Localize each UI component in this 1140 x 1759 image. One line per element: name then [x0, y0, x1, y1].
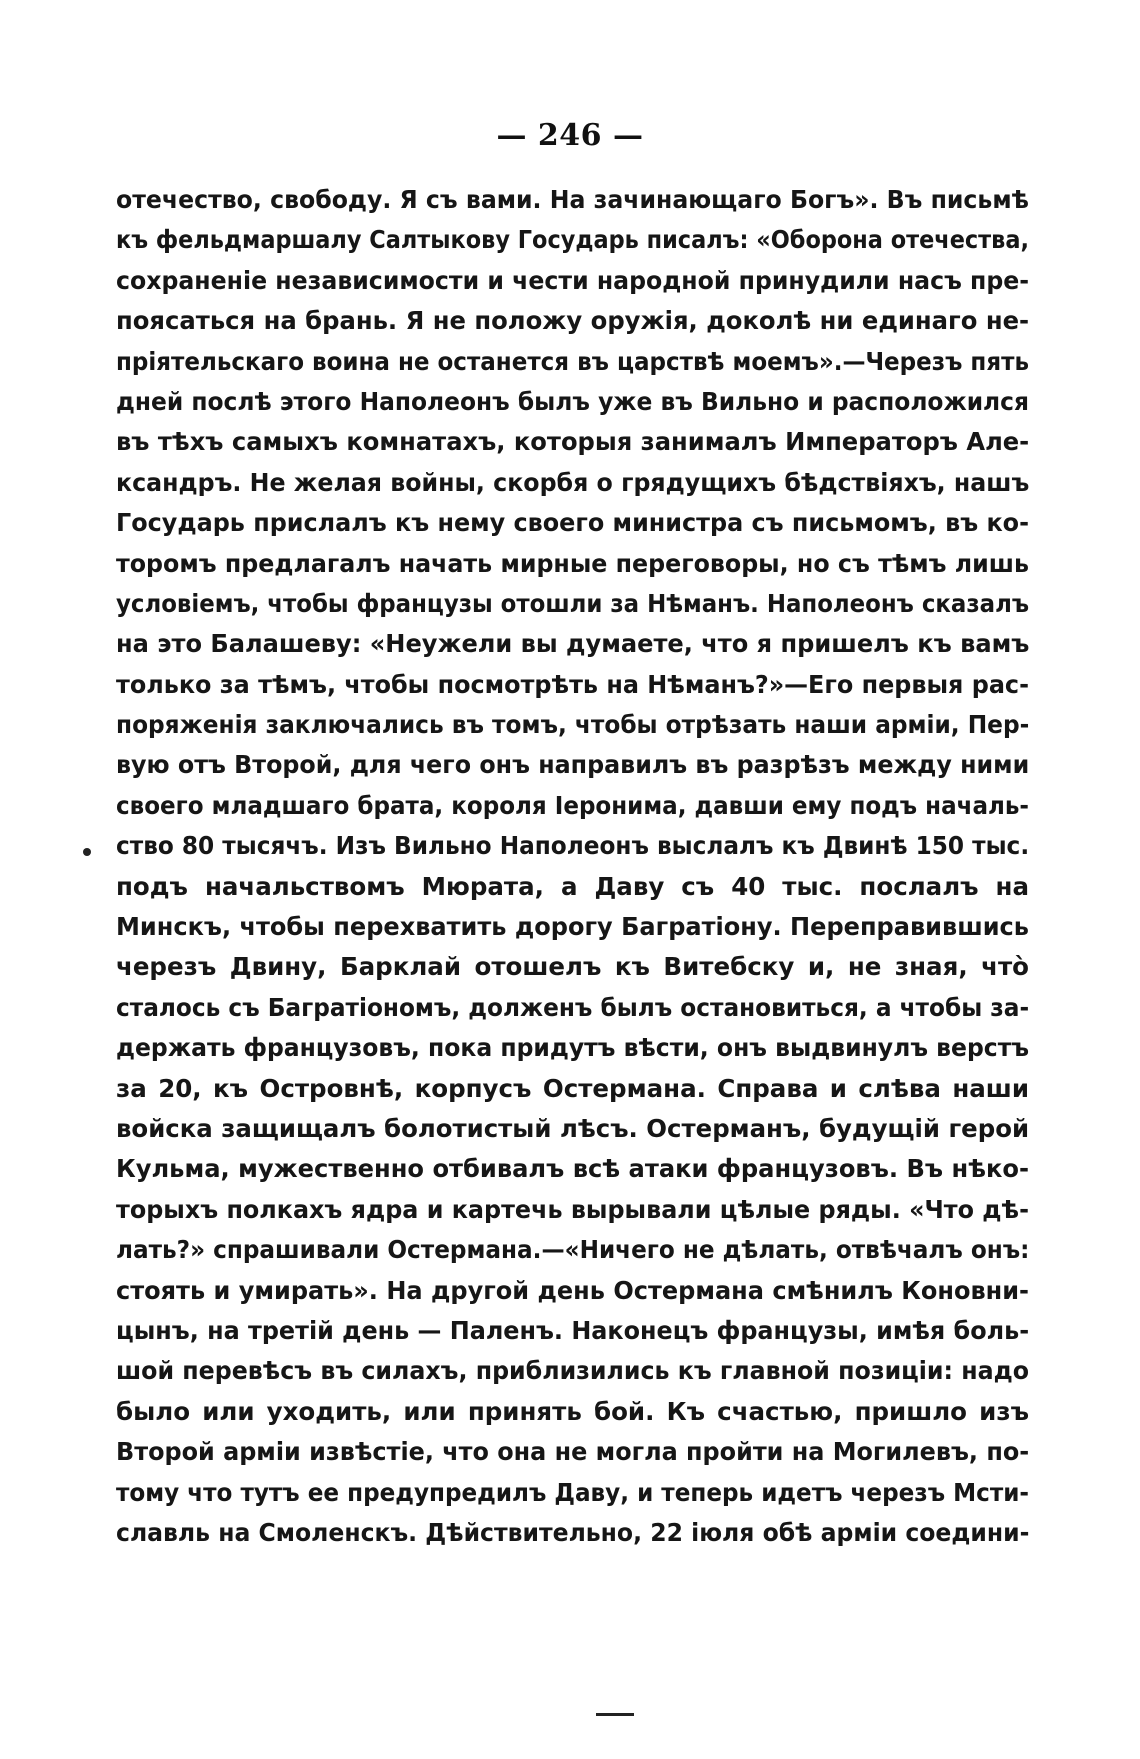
text-line: условіемъ, чтобы французы отошли за Нѣманъ. Наполеонъ сказалъ — [116, 588, 1030, 618]
text-line: пріятельскаго воина не останется въ царствѣ моемъ».—Черезъ пять — [116, 346, 1029, 376]
text-line: Минскъ, чтобы перехватить дорогу Багратіону. Переправившись — [116, 912, 1029, 942]
text-line: было или уходить, или принять бой. Къ счастью, пришло изъ — [116, 1396, 1029, 1426]
text-line: торыхъ полкахъ ядра и картечь вырывали цѣлые ряды. «Что дѣ- — [116, 1194, 1029, 1224]
text-line: въ тѣхъ самыхъ комнатахъ, которыя занималъ Императоръ Але- — [116, 427, 1030, 457]
text-line: къ фельдмаршалу Салтыкову Государь писалъ: «Оборона отечества, — [116, 225, 1029, 255]
text-line: ксандръ. Не желая войны, скорбя о грядущихъ бѣдствіяхъ, нашъ — [116, 467, 1030, 497]
page-number: — 246 — — [496, 118, 644, 153]
text-line: поряженія заключались въ томъ, чтобы отрѣзать наши арміи, Пер- — [116, 710, 1030, 740]
text-line: черезъ Двину, Барклай отошелъ къ Витебску и, не зная, что̀ — [116, 952, 1029, 982]
text-line: торомъ предлагалъ начать мирные переговоры, но съ тѣмъ лишь — [116, 548, 1029, 578]
text-line: ство 80 тысячъ. Изъ Вильно Наполеонъ выслалъ къ Двинѣ 150 тыс. — [116, 831, 1030, 861]
text-line: своего младшаго брата, короля Іеронима, давши ему подъ началь- — [116, 790, 1029, 820]
text-line: лать?» спрашивали Остермана.—«Ничего не дѣлать, отвѣчалъ онъ: — [116, 1235, 1030, 1265]
text-line: войска защищалъ болотистый лѣсъ. Остерманъ, будущій герой — [116, 1113, 1030, 1143]
text-line: сталось съ Багратіономъ, долженъ былъ остановиться, а чтобы за- — [116, 992, 1030, 1022]
text-line: держать французовъ, пока придутъ вѣсти, онъ выдвинулъ верстъ — [116, 1033, 1029, 1063]
text-line: подъ начальствомъ Мюрата, а Даву съ 40 тыс. послалъ на — [116, 871, 1029, 901]
text-line: сохраненіе независимости и чести народной принудили насъ пре- — [116, 265, 1030, 295]
text-line: поясаться на брань. Я не положу оружія, доколѣ ни единаго не- — [116, 306, 1030, 336]
text-line: славль на Смоленскъ. Дѣйствительно, 22 іюля обѣ арміи соедини- — [116, 1517, 1030, 1547]
body-text — [116, 180, 1029, 1553]
text-line: стоять и умирать». На другой день Остермана смѣнилъ Коновни- — [116, 1275, 1029, 1305]
text-line: Второй арміи извѣстіе, что она не могла пройти на Могилевъ, по- — [116, 1437, 1030, 1467]
text-line: Государь прислалъ къ нему своего министра съ письмомъ, въ ко- — [116, 508, 1029, 538]
text-line: вую отъ Второй, для чего онъ направилъ въ разрѣзъ между ними — [116, 750, 1030, 780]
text-line: цынъ, на третій день — Паленъ. Наконецъ французы, имѣя боль- — [116, 1315, 1030, 1345]
text-line: Кульма, мужественно отбивалъ всѣ атаки французовъ. Въ нѣко- — [116, 1154, 1029, 1184]
text-line: дней послѣ этого Наполеонъ былъ уже въ Вильно и расположился — [116, 386, 1029, 416]
text-line: на это Балашеву: «Неужели вы думаете, что я пришелъ къ вамъ — [116, 629, 1030, 659]
margin-dot-mark — [83, 848, 91, 856]
text-line: только за тѣмъ, чтобы посмотрѣть на Нѣманъ?»—Его первыя рас- — [116, 669, 1029, 699]
text-line: шой перевѣсъ въ силахъ, приблизились къ главной позиціи: надо — [116, 1356, 1029, 1386]
text-line: тому что тутъ ее предупредилъ Даву, и теперь идетъ черезъ Мсти- — [116, 1477, 1029, 1507]
text-line: за 20, къ Островнѣ, корпусъ Остермана. Справа и слѣва наши — [116, 1073, 1029, 1103]
text-line: отечество, свободу. Я съ вами. На зачинающаго Богъ». Въ письмѣ — [116, 185, 1029, 214]
footer-rule — [596, 1713, 634, 1716]
